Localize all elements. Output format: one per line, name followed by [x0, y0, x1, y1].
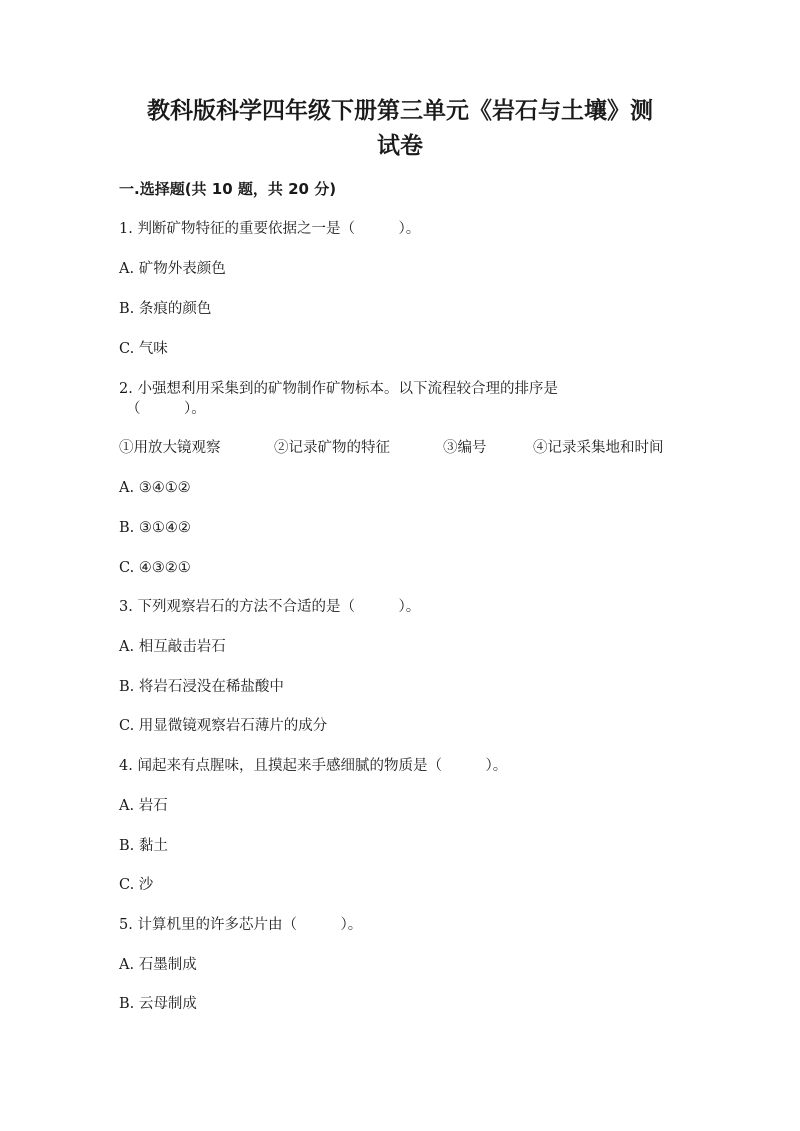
question-2-step-2: ②记录矿物的特征	[274, 440, 390, 456]
question-4-option-b: B. 黏土	[119, 838, 168, 854]
question-4-option-c: C. 沙	[119, 877, 154, 893]
question-2-step-4: ④记录采集地和时间	[533, 440, 664, 456]
question-2-step-3: ③编号	[443, 440, 487, 456]
question-4-stem: 4. 闻起来有点腥味，且摸起来手感细腻的物质是（ ）。	[119, 758, 508, 774]
question-2-option-c: C. ④③②①	[119, 560, 191, 576]
question-1-option-c: C. 气味	[119, 341, 168, 357]
section-heading: 一.选择题(共 10 题，共 20 分)	[119, 180, 337, 198]
question-2-step-1: ①用放大镜观察	[119, 440, 221, 456]
question-1-stem: 1. 判断矿物特征的重要依据之一是（ ）。	[119, 221, 421, 237]
question-3-stem: 3. 下列观察岩石的方法不合适的是（ ）。	[119, 599, 421, 615]
question-2-option-b: B. ③①④②	[119, 520, 191, 536]
question-1-option-b: B. 条痕的颜色	[119, 301, 212, 317]
question-5-option-a: A. 石墨制成	[119, 957, 197, 973]
question-5-stem: 5. 计算机里的许多芯片由（ ）。	[119, 917, 363, 933]
question-5-option-b: B. 云母制成	[119, 996, 197, 1012]
question-1-option-a: A. 矿物外表颜色	[119, 261, 226, 277]
document-title-line2: 试卷	[377, 133, 423, 159]
question-2-option-a: A. ③④①②	[119, 480, 191, 496]
question-3-option-a: A. 相互敲击岩石	[119, 639, 226, 655]
document-title-line1: 教科版科学四年级下册第三单元《岩石与土壤》测	[147, 98, 653, 124]
question-3-option-b: B. 将岩石浸没在稀盐酸中	[119, 679, 284, 695]
question-4-option-a: A. 岩石	[119, 798, 168, 814]
question-2-stem-continuation: （ ）。	[126, 401, 206, 417]
question-2-stem: 2. 小强想利用采集到的矿物制作矿物标本。以下流程较合理的排序是	[119, 381, 558, 397]
question-3-option-c: C. 用显微镜观察岩石薄片的成分	[119, 718, 328, 734]
